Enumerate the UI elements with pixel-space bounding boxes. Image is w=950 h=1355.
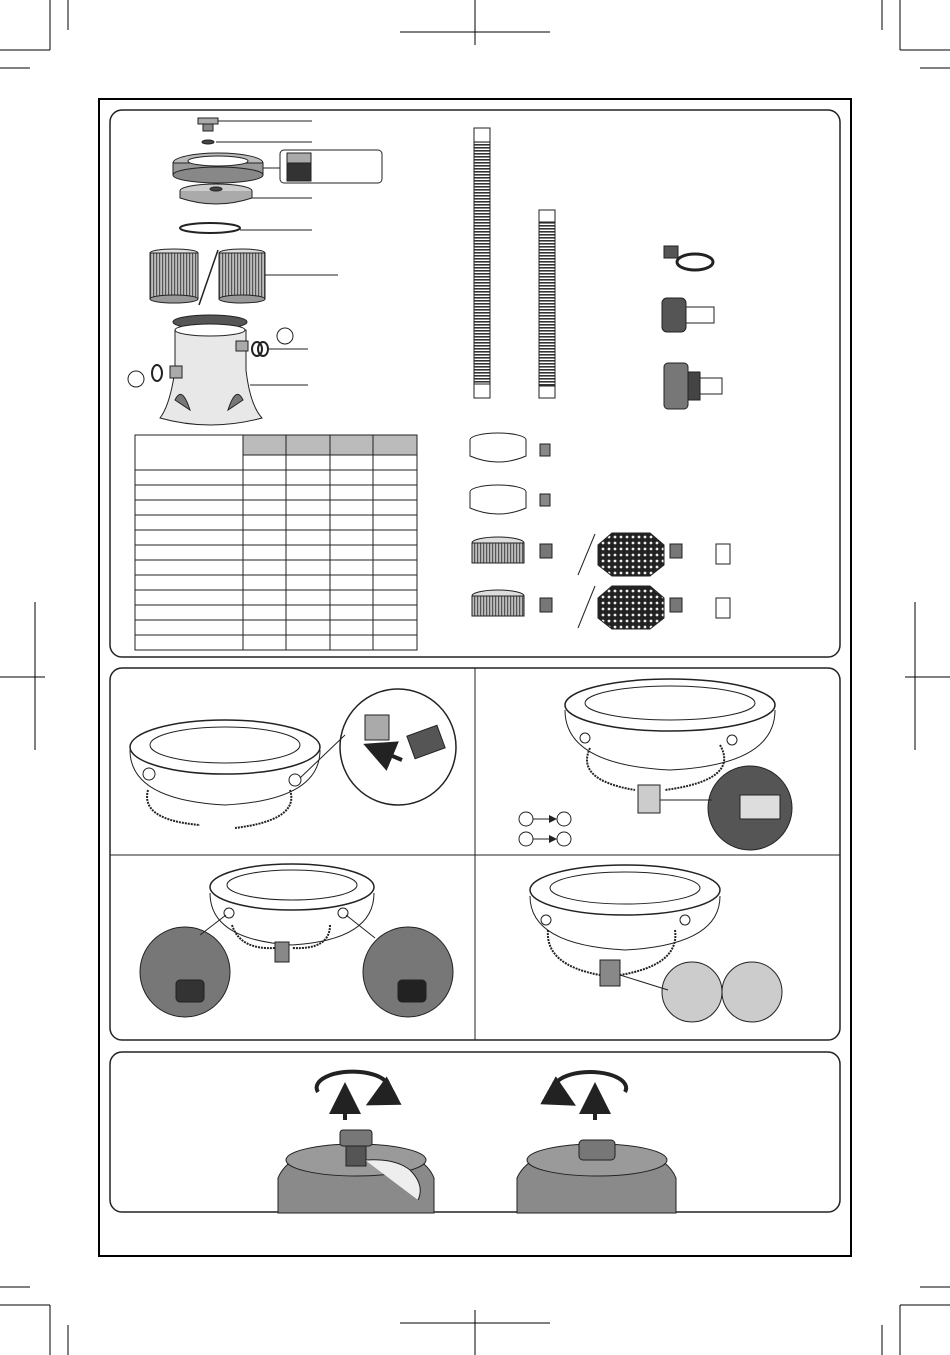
short-hose xyxy=(539,210,555,398)
filter-cartridge-a xyxy=(150,249,198,303)
housing-nut xyxy=(173,153,263,183)
callout-circle-b xyxy=(277,328,293,344)
parts-panel xyxy=(110,110,840,657)
detail-zoom-plunger xyxy=(363,927,453,1017)
long-hose xyxy=(474,128,490,398)
air-release-panel xyxy=(110,1052,840,1213)
setup-panel xyxy=(110,668,840,1040)
o-ring-small xyxy=(202,140,214,144)
callout-circle-a xyxy=(128,371,144,387)
detail-zoom-strainer xyxy=(140,927,230,1017)
detail-zoom-clamp-open xyxy=(662,962,722,1022)
filter-cartridge-b xyxy=(219,249,265,303)
filter-lid xyxy=(180,184,252,204)
detail-zoom-clamp-closed xyxy=(722,962,782,1022)
nut-detail xyxy=(287,153,311,181)
